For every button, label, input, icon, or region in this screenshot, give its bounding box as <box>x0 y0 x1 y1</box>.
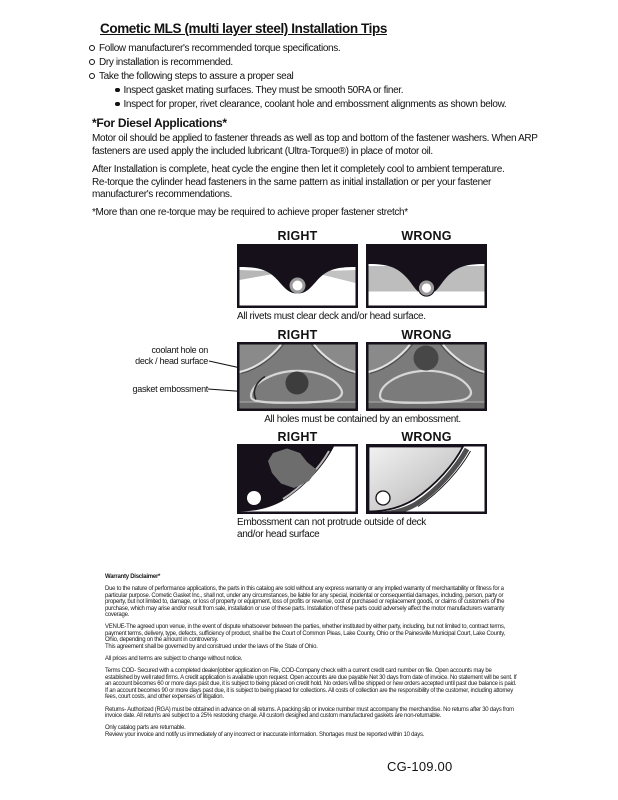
review-invoice-line: Review your invoice and notify us immediately of any incorrect or inaccurate information. Shortages must be reported within 10 days. <box>105 731 425 738</box>
coolant-hole <box>286 372 309 395</box>
prices-line: All prices and terms are subject to change without notice. <box>105 656 243 663</box>
open-bullet-icon <box>89 73 95 79</box>
callout-line: coolant hole on <box>151 345 208 355</box>
fig2-caption: All holes must be contained by an embossment. <box>264 414 461 425</box>
coolant-hole-callout <box>96 345 208 367</box>
governing-law-line: This agreement shall be governed by and construed under the laws of the State of Ohio. <box>105 643 318 650</box>
open-bullet-icon <box>89 45 95 51</box>
fig3-wrong-label: WRONG <box>401 430 452 444</box>
tip-text: Inspect for proper, rivet clearance, coolant hole and embossment alignments as shown below. <box>123 98 507 110</box>
rivet-icon <box>291 279 304 292</box>
diesel-paragraph-2: After Installation is complete, heat cycle the engine then let it completely cool to ambient temperature. Re-torque the cylinder head fasteners in the same pattern as initial installation or per your fastener manufacturer's recommendations. <box>92 164 505 201</box>
list-item <box>89 69 506 83</box>
fig3-right-label: RIGHT <box>277 430 318 444</box>
venue-paragraph: VENUE-The agreed upon venue, in the event of dispute whatsoever between the parties, whether instituted by either party, including, but not limited to, contract terms, payment terms, delivery, type, defects, sufficiency of product, shall be the Court of Common Pleas, Lake County, Ohio or the Painesville Municipal Court, Lake County, Ohio, depending on the amount in controversy. <box>105 624 506 644</box>
fig2-wrong-label: WRONG <box>401 328 452 342</box>
rivet-icon <box>421 282 433 294</box>
fig2-right-diagram <box>237 342 358 411</box>
returns-paragraph: Returns- Authorized (RGA) must be obtained in advance on all returns. A packing slip or invoice number must accompany the merchandise. No returns after 30 days from invoice date. All returns are subject to a 25% restocking charge. All custom designed and custom manufactured gaskets are non-returnable. <box>105 706 514 719</box>
coolant-hole-misaligned <box>414 346 439 371</box>
fig1-caption: All rivets must clear deck and/or head surface. <box>237 311 426 322</box>
diesel-paragraph-1: Motor oil should be applied to fastener threads as well as top and bottom of the fastener washers. When ARP fasteners are used apply the included lubricant (Ultra-Torque®) in place of motor oil. <box>92 133 538 157</box>
list-item <box>89 55 506 69</box>
tip-text: Follow manufacturer's recommended torque specifications. <box>99 42 341 54</box>
list-item <box>115 83 506 97</box>
page-title: Cometic MLS (multi layer steel) Installation Tips <box>100 21 387 36</box>
diesel-section-heading: *For Diesel Applications* <box>92 116 227 130</box>
fig3-wrong-diagram <box>366 444 487 514</box>
tip-text: Take the following steps to assure a proper seal <box>99 70 294 82</box>
warranty-disclaimer-section <box>105 574 517 744</box>
list-item <box>89 41 506 55</box>
installation-tips-list <box>89 41 506 111</box>
open-bullet-icon <box>89 59 95 65</box>
fig3-right-diagram <box>237 444 358 514</box>
fig3-caption: Embossment can not protrude outside of deck and/or head surface <box>237 517 426 540</box>
warranty-paragraph: Due to the nature of performance applications, the parts in this catalog are sold without any express warranty or any implied warranty of merchantability or fitness for a particular purpose. Cometic Gasket Inc., shall not, under any circumstances, be liable for any special, incidental or consequential damages, including, person, party or property, but not limited to, damage, or loss of property or equipment, loss of profits or revenue, cost of purchased or replacement goods, or claims of customers of the purchase, which may arise and/or result from sale, installation or use of these parts. Installation of these parts could adversely affect the motor manufacturers warranty coverage. <box>105 586 505 619</box>
retorque-note: *More than one re-torque may be required to achieve proper fastener stretch* <box>92 207 408 218</box>
tip-text: Inspect gasket mating surfaces. They must be smooth 50RA or finer. <box>123 84 404 96</box>
tip-text: Dry installation is recommended. <box>99 56 233 68</box>
fig2-wrong-diagram <box>366 342 487 411</box>
callout-line: deck / head surface <box>135 356 208 366</box>
filled-bullet-icon <box>115 102 120 107</box>
page-number: CG-109.00 <box>387 759 453 774</box>
fig1-right-label: RIGHT <box>277 229 318 243</box>
filled-bullet-icon <box>115 88 120 93</box>
fig1-wrong-label: WRONG <box>401 229 452 243</box>
warranty-heading: Warranty Disclaimer* <box>105 574 161 580</box>
catalog-parts-line: Only catalog parts are returnable. <box>105 725 186 732</box>
fig1-wrong-diagram <box>366 244 487 308</box>
bolt-hole <box>247 491 261 505</box>
fig1-right-diagram <box>237 244 358 308</box>
bolt-hole <box>376 491 390 505</box>
list-item <box>115 97 506 111</box>
fig2-right-label: RIGHT <box>277 328 318 342</box>
terms-paragraph: Terms COD- Secured with a completed dealer/jobber application on File, COD-Company check with a current credit card number on file. Open accounts may be established by well rated firms. A credit application is available upon request. Open accounts are due payable Net 30 days from date of invoice. No statement will be sent. If an account becomes 60 or more days past due, it is subject to being placed on credit hold. No orders will be shipped or new orders accepted until past due balance is paid. If an account becomes 90 or more days past due, it is subject to being placed for collections. All costs of collection are the responsibility of the customer, including attorney fees, court costs, and other expenses of litigation. <box>105 668 517 701</box>
embossment-callout: gasket embossment <box>132 384 208 394</box>
